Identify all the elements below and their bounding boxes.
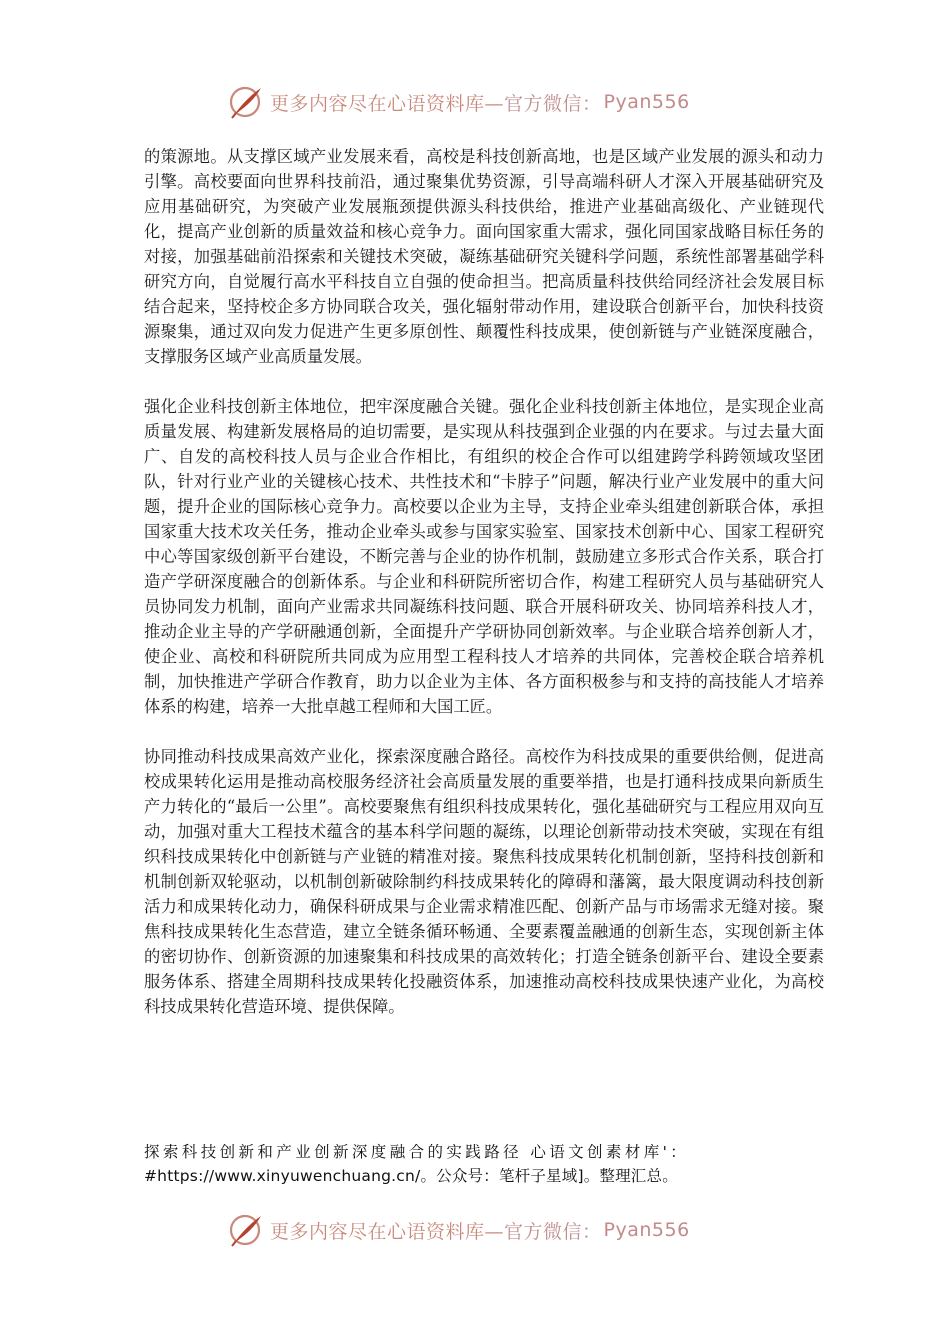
banner-wechat-label: 官方微信： [504,1220,602,1243]
banner-wechat-id: Pyan556 [603,1219,690,1241]
banner-wechat-label: 官方微信： [504,92,602,115]
source-note-line-2: #https://www.xinyuwenchuang.cn/。公众号：笔杆子星域]。整理汇总。 [144,1167,678,1185]
banner-main-text: 更多内容尽在心语资料库— [270,1220,505,1243]
paragraph-2: 强化企业科技创新主体地位，把牢深度融合关键。强化企业科技创新主体地位，是实现企业高质量发展、构建新发展格局的迫切需要，是实现从科技强到企业强的内在要求。与过去量大面广、自发的高校科技人员与企业合作相比，有组织的校企合作可以组建跨学科跨领域攻坚团队，针对行业产业的关键核心技术、共性技术和“卡脖子”问题，解决行业产业发展中的重大问题，提升企业的国际核心竞争力。高校要以企业为主导，支持企业牵头组建创新联合体，承担国家重大技术攻关任务，推动企业牵头或参与国家实验室、国家技术创新中心、国家工程研究中心等国家级创新平台建设，不断完善与企业的协作机制，鼓励建立多形式合作关系，联合打造产学研深度融合的创新体系。与企业和科研院所密切合作，构建工程研究人员与基础研究人员协同发力机制，面向产业需求共同凝练科技问题、联合开展科研攻关、协同培养科技人才，推动企业主导的产学研融通创新，全面提升产学研协同创新效率。与企业联合培养创新人才，使企业、高校和科研院所共同成为应用型工程科技人才培养的共同体，完善校企联合培养机制，加快推进产学研合作教育，助力以企业为主体、各方面积极参与和支持的高技能人才培养体系的构建，培养一大批卓越工程师和大国工匠。 [144,397,824,716]
quill-logo-icon [228,85,264,119]
banner-main-text: 更多内容尽在心语资料库— [270,92,505,115]
paragraph-1: 的策源地。从支撑区域产业发展来看，高校是科技创新高地，也是区域产业发展的源头和动力引擎。高校要面向世界科技前沿，通过聚集优势资源，引导高端科研人才深入开展基础研究及应用基础研究，为突破产业发展瓶颈提供源头科技供给，推进产业基础高级化、产业链现代化，提高产业创新的质量效益和核心竞争力。面向国家重大需求，强化同国家战略目标任务的对接，加强基础前沿探索和关键技术突破，凝练基础研究关键科学问题，系统性部署基础学科研究方向，自觉履行高水平科技自立自强的使命担当。把高质量科技供给同经济社会发展目标结合起来，坚持校企多方协同联合攻关，强化辐射带动作用，建设联合创新平台，加快科技资源聚集，通过双向发力促进产生更多原创性、颠覆性科技成果，使创新链与产业链深度融合，支撑服务区域产业高质量发展。 [144,147,824,366]
banner-wechat-id: Pyan556 [603,91,690,113]
source-note-line-1: 探索科技创新和产业创新深度融合的实践路径 心语文创素材库'： [144,1143,690,1161]
quill-logo-icon [228,1213,264,1247]
paragraph-3: 协同推动科技成果高效产业化，探索深度融合路径。高校作为科技成果的重要供给侧，促进高校成果转化运用是推动高校服务经济社会高质量发展的重要举措，也是打通科技成果向新质生产力转化的“最后一公里”。高校要聚焦有组织科技成果转化，强化基础研究与工程应用双向互动，加强对重大工程技术蕴含的基本科学问题的凝练，以理论创新带动技术突破，实现在有组织科技成果转化中创新链与产业链的精准对接。聚焦科技成果转化机制创新，坚持科技创新和机制创新双轮驱动，以机制创新破除制约科技成果转化的障碍和藩篱，最大限度调动科技创新活力和成果转化动力，确保科研成果与企业需求精准匹配、创新产品与市场需求无缝对接。聚焦科技成果转化生态营造，建立全链条循环畅通、全要素覆盖融通的创新生态，实现创新主体的密切协作、创新资源的加速聚集和科技成果的高效转化；打造全链条创新平台、建设全要素服务体系、搭建全周期科技成果转化投融资体系，加速推动高校科技成果快速产业化，为高校科技成果转化营造环境、提供保障。 [144,747,824,1016]
footer-watermark-banner [228,1210,690,1250]
header-watermark-banner [228,82,690,122]
article-body [144,144,824,1019]
